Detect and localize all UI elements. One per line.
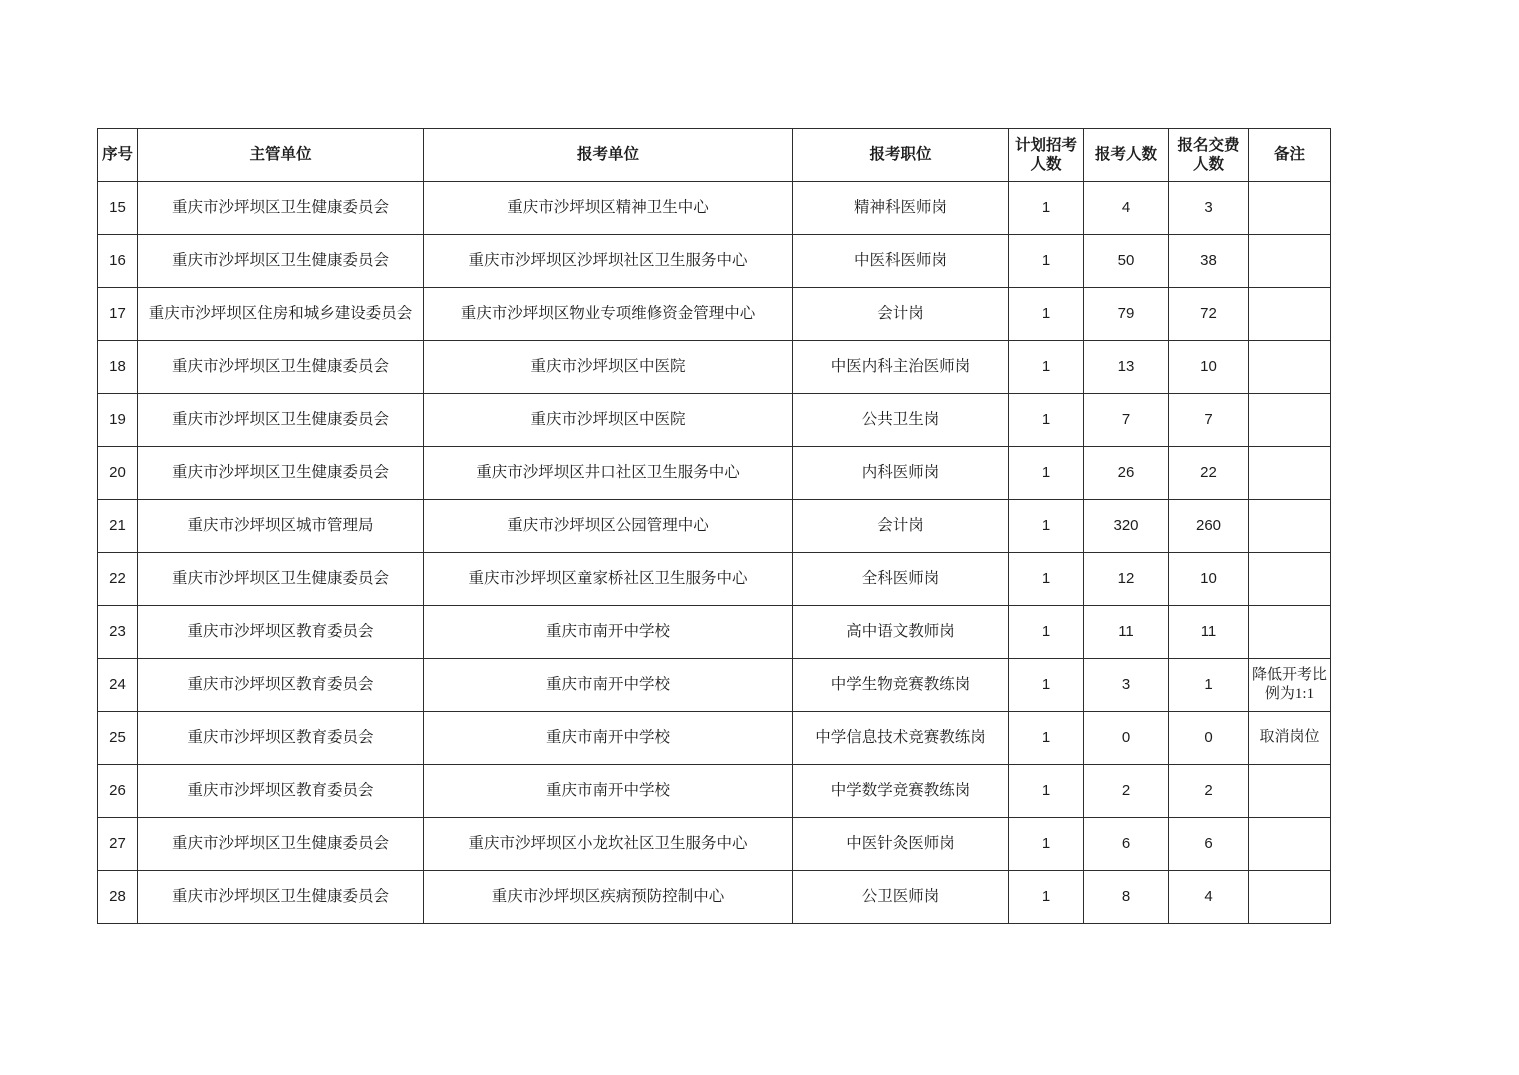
cell-applicants: 26 [1084, 447, 1169, 500]
cell-unit: 重庆市南开中学校 [424, 712, 793, 765]
cell-index: 21 [98, 500, 138, 553]
cell-planned: 1 [1009, 341, 1084, 394]
col-header-index: 序号 [98, 129, 138, 182]
cell-index: 23 [98, 606, 138, 659]
cell-planned: 1 [1009, 712, 1084, 765]
cell-position: 全科医师岗 [793, 553, 1009, 606]
cell-remark [1249, 341, 1331, 394]
cell-paid: 38 [1169, 235, 1249, 288]
cell-unit: 重庆市沙坪坝区中医院 [424, 341, 793, 394]
cell-index: 28 [98, 871, 138, 924]
cell-planned: 1 [1009, 871, 1084, 924]
cell-supervisor: 重庆市沙坪坝区卫生健康委员会 [138, 182, 424, 235]
cell-unit: 重庆市沙坪坝区童家桥社区卫生服务中心 [424, 553, 793, 606]
col-header-paid: 报名交费人数 [1169, 129, 1249, 182]
cell-unit: 重庆市南开中学校 [424, 765, 793, 818]
cell-remark [1249, 394, 1331, 447]
cell-unit: 重庆市沙坪坝区精神卫生中心 [424, 182, 793, 235]
cell-unit: 重庆市南开中学校 [424, 659, 793, 712]
table-row [98, 818, 1331, 871]
cell-applicants: 12 [1084, 553, 1169, 606]
cell-paid: 3 [1169, 182, 1249, 235]
cell-applicants: 11 [1084, 606, 1169, 659]
cell-applicants: 0 [1084, 712, 1169, 765]
cell-position: 中医内科主治医师岗 [793, 341, 1009, 394]
table-row [98, 447, 1331, 500]
cell-remark [1249, 500, 1331, 553]
cell-paid: 72 [1169, 288, 1249, 341]
recruitment-table [97, 128, 1331, 924]
cell-remark [1249, 765, 1331, 818]
cell-position: 中学数学竞赛教练岗 [793, 765, 1009, 818]
cell-remark: 降低开考比例为1:1 [1249, 659, 1331, 712]
table-body [98, 182, 1331, 924]
cell-remark [1249, 553, 1331, 606]
table-row [98, 394, 1331, 447]
cell-position: 会计岗 [793, 500, 1009, 553]
cell-paid: 0 [1169, 712, 1249, 765]
cell-remark [1249, 871, 1331, 924]
cell-supervisor: 重庆市沙坪坝区卫生健康委员会 [138, 341, 424, 394]
cell-supervisor: 重庆市沙坪坝区卫生健康委员会 [138, 447, 424, 500]
cell-paid: 11 [1169, 606, 1249, 659]
cell-index: 26 [98, 765, 138, 818]
cell-planned: 1 [1009, 500, 1084, 553]
cell-position: 中学生物竞赛教练岗 [793, 659, 1009, 712]
cell-planned: 1 [1009, 818, 1084, 871]
cell-remark [1249, 288, 1331, 341]
cell-supervisor: 重庆市沙坪坝区卫生健康委员会 [138, 553, 424, 606]
cell-supervisor: 重庆市沙坪坝区城市管理局 [138, 500, 424, 553]
cell-position: 精神科医师岗 [793, 182, 1009, 235]
cell-applicants: 3 [1084, 659, 1169, 712]
cell-position: 高中语文教师岗 [793, 606, 1009, 659]
cell-applicants: 4 [1084, 182, 1169, 235]
col-header-supervisor: 主管单位 [138, 129, 424, 182]
cell-position: 公共卫生岗 [793, 394, 1009, 447]
cell-planned: 1 [1009, 765, 1084, 818]
cell-remark [1249, 447, 1331, 500]
table-row [98, 341, 1331, 394]
cell-unit: 重庆市沙坪坝区小龙坎社区卫生服务中心 [424, 818, 793, 871]
cell-index: 22 [98, 553, 138, 606]
cell-planned: 1 [1009, 182, 1084, 235]
cell-index: 16 [98, 235, 138, 288]
cell-planned: 1 [1009, 235, 1084, 288]
cell-index: 17 [98, 288, 138, 341]
cell-paid: 10 [1169, 553, 1249, 606]
cell-applicants: 2 [1084, 765, 1169, 818]
cell-supervisor: 重庆市沙坪坝区教育委员会 [138, 606, 424, 659]
cell-paid: 1 [1169, 659, 1249, 712]
cell-supervisor: 重庆市沙坪坝区卫生健康委员会 [138, 235, 424, 288]
table-row [98, 659, 1331, 712]
cell-applicants: 7 [1084, 394, 1169, 447]
cell-paid: 10 [1169, 341, 1249, 394]
cell-planned: 1 [1009, 447, 1084, 500]
cell-unit: 重庆市沙坪坝区井口社区卫生服务中心 [424, 447, 793, 500]
table-header [98, 129, 1331, 182]
cell-paid: 260 [1169, 500, 1249, 553]
table-row [98, 288, 1331, 341]
table-row [98, 871, 1331, 924]
cell-applicants: 79 [1084, 288, 1169, 341]
cell-supervisor: 重庆市沙坪坝区卫生健康委员会 [138, 818, 424, 871]
cell-remark [1249, 182, 1331, 235]
cell-supervisor: 重庆市沙坪坝区教育委员会 [138, 765, 424, 818]
cell-applicants: 320 [1084, 500, 1169, 553]
cell-supervisor: 重庆市沙坪坝区卫生健康委员会 [138, 394, 424, 447]
cell-paid: 2 [1169, 765, 1249, 818]
cell-planned: 1 [1009, 659, 1084, 712]
table-row [98, 500, 1331, 553]
cell-position: 会计岗 [793, 288, 1009, 341]
cell-planned: 1 [1009, 288, 1084, 341]
table-row [98, 606, 1331, 659]
cell-index: 15 [98, 182, 138, 235]
cell-applicants: 6 [1084, 818, 1169, 871]
col-header-remark: 备注 [1249, 129, 1331, 182]
cell-position: 中学信息技术竞赛教练岗 [793, 712, 1009, 765]
cell-planned: 1 [1009, 394, 1084, 447]
table-row [98, 235, 1331, 288]
col-header-unit: 报考单位 [424, 129, 793, 182]
cell-index: 24 [98, 659, 138, 712]
cell-index: 25 [98, 712, 138, 765]
cell-supervisor: 重庆市沙坪坝区教育委员会 [138, 659, 424, 712]
col-header-position: 报考职位 [793, 129, 1009, 182]
cell-unit: 重庆市沙坪坝区疾病预防控制中心 [424, 871, 793, 924]
cell-index: 19 [98, 394, 138, 447]
table-row [98, 553, 1331, 606]
cell-applicants: 8 [1084, 871, 1169, 924]
cell-unit: 重庆市南开中学校 [424, 606, 793, 659]
cell-index: 18 [98, 341, 138, 394]
cell-index: 20 [98, 447, 138, 500]
cell-unit: 重庆市沙坪坝区沙坪坝社区卫生服务中心 [424, 235, 793, 288]
header-row [98, 129, 1331, 182]
cell-position: 中医针灸医师岗 [793, 818, 1009, 871]
cell-applicants: 13 [1084, 341, 1169, 394]
cell-unit: 重庆市沙坪坝区物业专项维修资金管理中心 [424, 288, 793, 341]
table-row [98, 182, 1331, 235]
cell-unit: 重庆市沙坪坝区公园管理中心 [424, 500, 793, 553]
cell-planned: 1 [1009, 606, 1084, 659]
cell-index: 27 [98, 818, 138, 871]
cell-position: 中医科医师岗 [793, 235, 1009, 288]
cell-supervisor: 重庆市沙坪坝区教育委员会 [138, 712, 424, 765]
table-row [98, 712, 1331, 765]
cell-paid: 22 [1169, 447, 1249, 500]
cell-position: 内科医师岗 [793, 447, 1009, 500]
cell-paid: 4 [1169, 871, 1249, 924]
cell-supervisor: 重庆市沙坪坝区卫生健康委员会 [138, 871, 424, 924]
cell-supervisor: 重庆市沙坪坝区住房和城乡建设委员会 [138, 288, 424, 341]
cell-remark [1249, 606, 1331, 659]
cell-remark: 取消岗位 [1249, 712, 1331, 765]
cell-applicants: 50 [1084, 235, 1169, 288]
cell-paid: 6 [1169, 818, 1249, 871]
col-header-planned: 计划招考人数 [1009, 129, 1084, 182]
cell-paid: 7 [1169, 394, 1249, 447]
cell-position: 公卫医师岗 [793, 871, 1009, 924]
table-row [98, 765, 1331, 818]
cell-planned: 1 [1009, 553, 1084, 606]
cell-unit: 重庆市沙坪坝区中医院 [424, 394, 793, 447]
cell-remark [1249, 818, 1331, 871]
col-header-applicants: 报考人数 [1084, 129, 1169, 182]
cell-remark [1249, 235, 1331, 288]
